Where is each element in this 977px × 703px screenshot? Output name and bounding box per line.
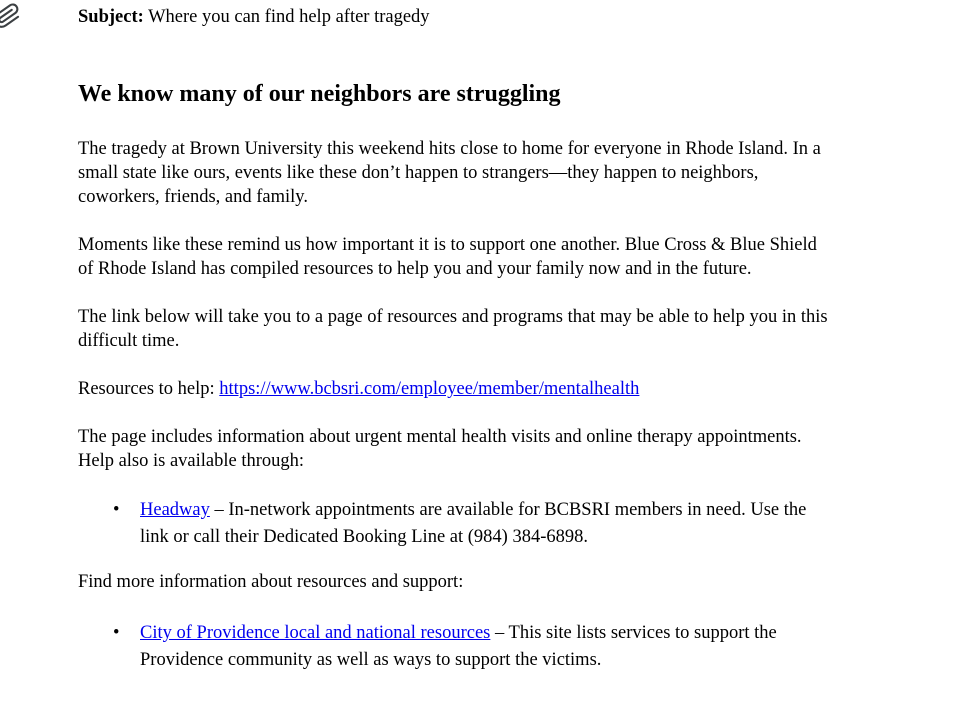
page-title: We know many of our neighbors are struggling <box>78 81 561 107</box>
paragraph-find-more: Find more information about resources and support: <box>78 572 464 592</box>
email-body <box>78 0 828 674</box>
bullet-text: – This site lists services to support the Providence community as well as ways to support the victims. <box>140 623 777 670</box>
mentalhealth-link[interactable]: https://www.bcbsri.com/employee/member/mentalhealth <box>219 379 640 399</box>
list-item <box>140 620 828 674</box>
bullet-list-headway <box>78 497 828 551</box>
headway-link[interactable]: Headway <box>140 500 210 520</box>
paragraph-link-intro: The link below will take you to a page of resources and programs that may be able to help you in this difficult time. <box>78 307 828 351</box>
paragraph-tragedy: The tragedy at Brown University this weekend hits close to home for everyone in Rhode Island. In a small state like ours, events like these don’t happen to strangers—they happen to neighbors, coworkers, friends, and family. <box>78 139 821 207</box>
resources-label: Resources to help: <box>78 379 215 399</box>
subject-line <box>78 5 828 29</box>
paragraph-moments: Moments like these remind us how important it is to support one another. Blue Cross & Blue Shield of Rhode Island has compiled resources to help you and your family now and in the future. <box>78 235 817 279</box>
list-item <box>140 497 828 551</box>
paragraph-resources <box>78 377 828 401</box>
bullet-list-providence <box>78 620 828 674</box>
providence-resources-link[interactable]: City of Providence local and national resources <box>140 623 491 643</box>
bullet-text: – In-network appointments are available for BCBSRI members in need. Use the link or call their Dedicated Booking Line at (984) 384-6898. <box>140 500 807 547</box>
paragraph-page-includes: The page includes information about urgent mental health visits and online therapy appointments. Help also is available through: <box>78 427 802 471</box>
paperclip-icon <box>0 2 21 30</box>
subject-label: Subject: <box>78 7 144 27</box>
subject-value: Where you can find help after tragedy <box>148 7 430 27</box>
